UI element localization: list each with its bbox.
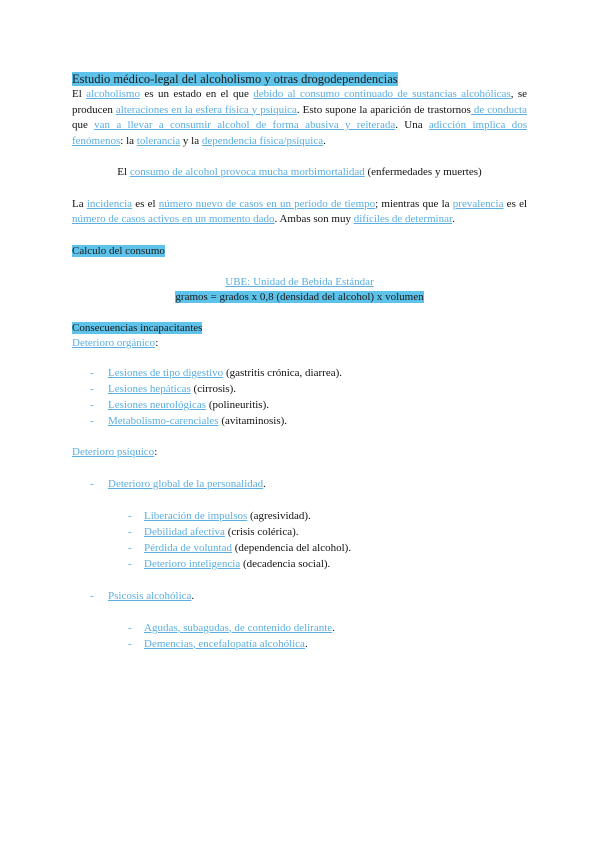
term-alcoholismo: alcoholismo (86, 88, 140, 100)
item-detail: (dependencia del alcohol). (231, 541, 352, 554)
list-item (72, 636, 527, 652)
item-detail: . (304, 637, 308, 650)
text-run: . (452, 213, 455, 225)
item-term: Deterioro inteligencia (144, 557, 241, 570)
item-detail: (crisis colérica). (224, 525, 299, 538)
formula-line (72, 290, 527, 305)
intro-paragraph (72, 87, 527, 149)
ube-definition: UBE: Unidad de Bebida Estándar (225, 275, 374, 288)
term-prevalencia: prevalencia (452, 197, 504, 210)
list-item (72, 524, 527, 540)
list-item (72, 365, 527, 381)
calculo-heading (72, 244, 527, 259)
text-run: El (72, 88, 87, 100)
item-detail: (avitaminosis). (218, 414, 288, 427)
organico-heading (72, 336, 527, 351)
text-run: . Esto supone la aparición de trastornos (296, 103, 471, 116)
item-detail: (agresividad). (247, 509, 311, 522)
bullet-dash: - (128, 637, 132, 650)
item-term: Lesiones hepáticas (108, 382, 191, 395)
morbimortalidad-paragraph (72, 165, 527, 181)
bullet-dash: - (128, 525, 132, 538)
term-incidencia: incidencia (86, 197, 133, 210)
bullet-dash: - (90, 382, 94, 395)
document-title (72, 72, 527, 87)
psicosis-list (72, 588, 527, 604)
organico-list (72, 365, 527, 429)
term-consumo-abusivo: van a llevar a consumir alcohol de forma abusiva y reiterada (94, 119, 396, 131)
list-item (72, 540, 527, 556)
bullet-dash: - (90, 366, 94, 379)
term-casos-activos: número de casos activos en un momento dado (72, 213, 275, 225)
item-term: Psicosis alcohólica (108, 589, 192, 602)
list-item (72, 413, 527, 429)
period: . (191, 589, 195, 602)
item-term: Lesiones de tipo digestivo (108, 366, 224, 379)
list-item (72, 588, 527, 604)
list-item (72, 476, 527, 492)
term-adiccion: adicción implica dos fenómenos (72, 119, 528, 147)
bullet-dash: - (128, 621, 132, 634)
item-detail: (polineuritis). (206, 398, 269, 411)
item-term: Metabolismo-carenciales (108, 414, 219, 427)
organico-label: Deterioro orgánico (72, 336, 156, 349)
term-tolerancia: tolerancia (136, 134, 181, 147)
term-morbimortalidad: consumo de alcohol provoca mucha morbimortalidad (129, 166, 365, 178)
list-item (72, 620, 527, 636)
psiquico-heading (72, 445, 527, 460)
item-term: Pérdida de voluntad (144, 541, 232, 554)
item-term: Agudas, subagudas, de contenido delirante (144, 621, 333, 634)
psiquico-label: Deterioro psíquico (72, 445, 155, 458)
list-item (72, 508, 527, 524)
text-run: es un estado en el que (139, 88, 254, 100)
text-run: . (323, 134, 326, 147)
text-run: ; mientras que la (375, 197, 453, 210)
item-detail: . (332, 621, 335, 634)
formula-text: gramos = grados x 0,8 (densidad del alcohol) x volumen (175, 290, 424, 303)
period: . (263, 477, 266, 490)
psiquico-global-list (72, 476, 527, 492)
text-run: que (72, 119, 95, 131)
text-run: La (72, 197, 87, 210)
term-conducta: de conducta (470, 103, 527, 116)
term-dificiles: difíciles de determinar (353, 213, 453, 225)
bullet-dash: - (90, 477, 94, 490)
item-term: Liberación de impulsos (144, 509, 248, 522)
colon: : (155, 336, 159, 349)
item-term: Demencias, encefalopatía alcohólica (144, 637, 305, 650)
global-sublist (72, 508, 527, 572)
term-dependencia: dependencia física/psíquica (201, 134, 324, 147)
item-term: Deterioro global de la personalidad (108, 477, 264, 490)
incidencia-paragraph (72, 197, 527, 228)
text-run: , se producen (72, 88, 528, 116)
bullet-dash: - (128, 509, 132, 522)
list-item (72, 556, 527, 572)
item-detail: (cirrosis). (190, 382, 236, 395)
text-run: es el (503, 197, 528, 210)
ube-line (72, 275, 527, 290)
text-run: (enfermedades y muertes) (364, 166, 482, 178)
text-run: . Una (395, 119, 429, 131)
text-run: . Ambas son muy (274, 213, 354, 225)
term-consumo-continuado: debido al consumo continuado de sustancias alcohólicas (253, 88, 511, 100)
list-item (72, 397, 527, 413)
text-run: El (117, 166, 130, 178)
bullet-dash: - (90, 589, 94, 602)
document-page (72, 72, 527, 652)
bullet-dash: - (128, 541, 132, 554)
title-text: Estudio médico-legal del alcoholismo y otras drogodependencias (72, 72, 398, 86)
list-item (72, 381, 527, 397)
consecuencias-heading-text: Consecuencias incapacitantes (72, 321, 203, 334)
term-alteraciones: alteraciones en la esfera física y psíquica (115, 103, 297, 116)
item-detail: (gastritis crónica, diarrea). (223, 366, 342, 379)
item-term: Lesiones neurológicas (108, 398, 207, 411)
term-numero-nuevo: número nuevo de casos en un periodo de tiempo (158, 197, 376, 210)
bullet-dash: - (128, 557, 132, 570)
colon: : (154, 445, 158, 458)
psicosis-sublist (72, 620, 527, 652)
consecuencias-heading (72, 321, 527, 336)
calculo-heading-text: Calculo del consumo (72, 244, 165, 257)
text-run: : la (120, 134, 137, 147)
bullet-dash: - (90, 398, 94, 411)
item-detail: (decadencia social). (240, 557, 331, 570)
text-run: y la (180, 134, 202, 147)
item-term: Debilidad afectiva (144, 525, 225, 538)
bullet-dash: - (90, 414, 94, 427)
text-run: es el (132, 197, 159, 210)
